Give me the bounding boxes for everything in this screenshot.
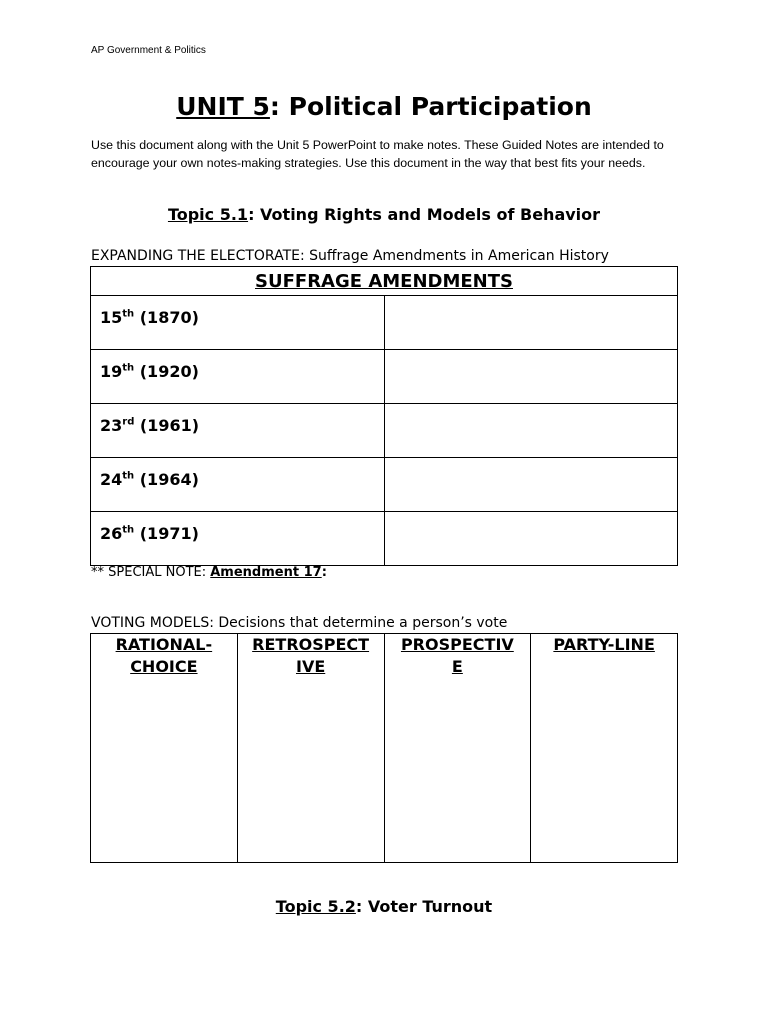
- topic-title: Voting Rights and Models of Behavior: [254, 205, 601, 224]
- topic-title: Voter Turnout: [362, 897, 493, 916]
- expanding-electorate-label: EXPANDING THE ELECTORATE: Suffrage Amendments in American History: [91, 248, 609, 264]
- amendment-label: 23rd (1961): [91, 404, 385, 458]
- model-cell-party-line[interactable]: [531, 634, 678, 863]
- special-note: [91, 565, 327, 580]
- amendment-notes-cell[interactable]: [384, 404, 678, 458]
- voting-models-label: VOTING MODELS: Decisions that determine a person’s vote: [91, 615, 508, 631]
- topic-5-1-heading: [0, 205, 768, 224]
- model-heading: PARTY-LINE: [553, 635, 655, 654]
- amendment-label: 26th (1971): [91, 512, 385, 566]
- table-row: [91, 458, 678, 512]
- table-row: [91, 296, 678, 350]
- amendment-17-label: Amendment 17: [210, 565, 322, 580]
- page-title: [0, 92, 768, 121]
- table-row: [91, 634, 678, 863]
- table-row: [91, 404, 678, 458]
- table-title: SUFFRAGE AMENDMENTS: [91, 267, 678, 296]
- table-header-row: [91, 267, 678, 296]
- amendment-notes-cell[interactable]: [384, 296, 678, 350]
- amendment-label: 24th (1964): [91, 458, 385, 512]
- special-note-colon: :: [321, 565, 327, 580]
- topic-colon: :: [248, 205, 255, 224]
- model-heading: PROSPECTIV E: [400, 635, 514, 676]
- amendment-notes-cell[interactable]: [384, 458, 678, 512]
- amendment-notes-cell[interactable]: [384, 350, 678, 404]
- special-note-prefix: ** SPECIAL NOTE:: [91, 565, 211, 580]
- amendment-notes-cell[interactable]: [384, 512, 678, 566]
- model-cell-rational-choice[interactable]: [91, 634, 238, 863]
- model-cell-retrospective[interactable]: [237, 634, 384, 863]
- voting-models-table: [90, 633, 678, 863]
- topic-label: Topic 5.2: [275, 897, 356, 916]
- intro-paragraph: Use this document along with the Unit 5 PowerPoint to make notes. These Guided Notes are intended to encourage your own notes-making strategies. Use this document in the way that best fits your needs.: [91, 138, 664, 170]
- table-row: [91, 512, 678, 566]
- model-cell-prospective[interactable]: [384, 634, 531, 863]
- table-row: [91, 350, 678, 404]
- unit-title: : Political Participation: [269, 92, 592, 121]
- topic-5-2-heading: [0, 897, 768, 916]
- topic-colon: :: [355, 897, 363, 916]
- amendment-label: 19th (1920): [91, 350, 385, 404]
- amendment-label: 15th (1870): [91, 296, 385, 350]
- course-header: AP Government & Politics: [91, 45, 206, 56]
- model-heading: RETROSPECT IVE: [252, 635, 370, 676]
- suffrage-amendments-table: [90, 266, 678, 566]
- model-heading: RATIONAL- CHOICE: [115, 635, 213, 676]
- unit-label: UNIT 5: [176, 92, 270, 121]
- topic-label: Topic 5.1: [167, 205, 249, 224]
